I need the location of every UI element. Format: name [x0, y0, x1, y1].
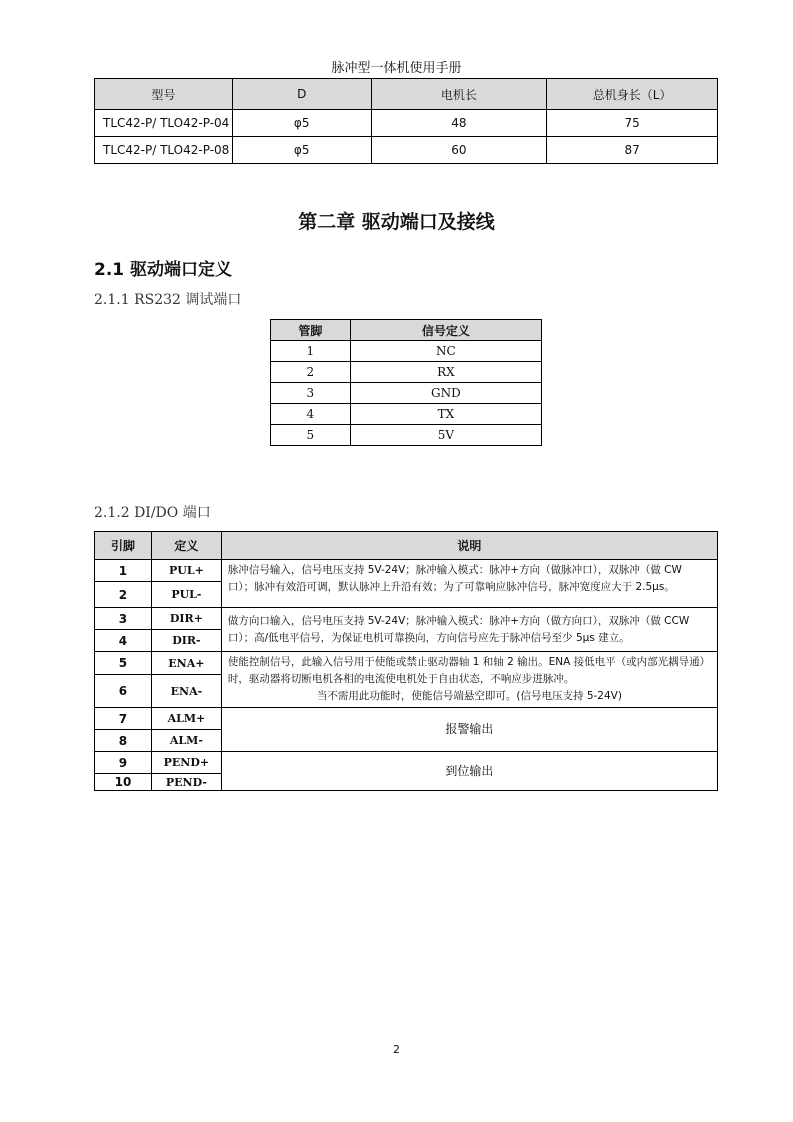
signal-cell: GND [350, 383, 541, 404]
pin-definition-cell: DIR- [151, 630, 221, 652]
motor-length-cell: 48 [371, 110, 547, 137]
column-header: 信号定义 [350, 320, 541, 341]
pin-number-cell: 4 [95, 630, 152, 652]
dir-description-cell: 做方向口输入，信号电压支持 5V-24V；脉冲输入模式：脉冲+方向（做方向口），双脉冲（做 CCW 口）；高/低电平信号，为保证电机可靠换向，方向信号应先于脉冲信号至少 5μs 建立。 [221, 608, 717, 652]
table-row [95, 560, 718, 582]
pin-definition-cell: PEND+ [151, 752, 221, 774]
column-header: 定义 [151, 532, 221, 560]
table-row [271, 341, 542, 362]
pin-cell: 1 [271, 341, 351, 362]
model-cell: TLC42-P/ TLO42-P-04 [95, 110, 233, 137]
chapter-title: 第二章 驱动端口及接线 [298, 211, 495, 233]
table-row [95, 608, 718, 630]
pin-number-cell: 9 [95, 752, 152, 774]
pin-definition-cell: ALM+ [151, 708, 221, 730]
column-header: 电机长 [371, 79, 547, 110]
table-row [271, 404, 542, 425]
page-number: 2 [393, 1043, 400, 1056]
pin-definition-cell: DIR+ [151, 608, 221, 630]
dido-table [94, 531, 718, 791]
pin-cell: 2 [271, 362, 351, 383]
pin-definition-cell: PUL- [151, 582, 221, 608]
pin-number-cell: 2 [95, 582, 152, 608]
section-title: 2.1 驱动端口定义 [94, 260, 233, 280]
pul-description-cell: 脉冲信号输入，信号电压支持 5V-24V；脉冲输入模式：脉冲+方向（做脉冲口），双脉冲（做 CW 口）；脉冲有效沿可调，默认脉冲上升沿有效；为了可靠响应脉冲信号，脉冲宽度应大于 2.5μs。 [221, 560, 717, 608]
signal-cell: TX [350, 404, 541, 425]
signal-cell: RX [350, 362, 541, 383]
motor-length-cell: 60 [371, 137, 547, 164]
column-header: 型号 [95, 79, 233, 110]
table-row [95, 110, 718, 137]
column-header: 管脚 [271, 320, 351, 341]
subsection-title-dido: 2.1.2 DI/DO 端口 [94, 505, 211, 521]
ena-description-text: 使能控制信号，此输入信号用于使能或禁止驱动器轴 1 和轴 2 输出。ENA 接低电平（或内部光耦导通）时，驱动器将切断电机各相的电流使电机处于自由状态，不响应步进脉冲。 [227, 656, 711, 685]
model-cell: TLC42-P/ TLO42-P-08 [95, 137, 233, 164]
dimension-table [94, 78, 718, 164]
ena-description-note: 当不需用此功能时，使能信号端悬空即可。(信号电压支持 5-24V) [316, 690, 622, 702]
table-row [95, 137, 718, 164]
table-header-row [95, 79, 718, 110]
table-row [95, 652, 718, 675]
subsection-title-rs232: 2.1.1 RS232 调试端口 [94, 292, 242, 308]
pin-cell: 5 [271, 425, 351, 446]
total-length-cell: 87 [547, 137, 718, 164]
diameter-cell: φ5 [232, 137, 371, 164]
in-position-description-cell: 到位输出 [221, 752, 717, 791]
column-header: D [232, 79, 371, 110]
column-header: 引脚 [95, 532, 152, 560]
diameter-cell: φ5 [232, 110, 371, 137]
page-header-title: 脉冲型一体机使用手册 [331, 61, 462, 76]
table-row [95, 752, 718, 774]
table-header-row [95, 532, 718, 560]
signal-cell: 5V [350, 425, 541, 446]
table-row [271, 362, 542, 383]
pin-definition-cell: ENA+ [151, 652, 221, 675]
alarm-description-cell: 报警输出 [221, 708, 717, 752]
pin-number-cell: 7 [95, 708, 152, 730]
pin-number-cell: 5 [95, 652, 152, 675]
total-length-cell: 75 [547, 110, 718, 137]
pin-number-cell: 1 [95, 560, 152, 582]
table-row [271, 383, 542, 404]
pin-definition-cell: ALM- [151, 730, 221, 752]
signal-cell: NC [350, 341, 541, 362]
rs232-table [270, 319, 542, 446]
pin-definition-cell: PEND- [151, 774, 221, 791]
pin-number-cell: 3 [95, 608, 152, 630]
pin-definition-cell: PUL+ [151, 560, 221, 582]
table-header-row [271, 320, 542, 341]
table-row [271, 425, 542, 446]
column-header: 说明 [221, 532, 717, 560]
pin-cell: 3 [271, 383, 351, 404]
pin-cell: 4 [271, 404, 351, 425]
ena-description-cell [221, 652, 717, 708]
pin-number-cell: 8 [95, 730, 152, 752]
pin-number-cell: 6 [95, 675, 152, 708]
table-row [95, 708, 718, 730]
pin-number-cell: 10 [95, 774, 152, 791]
column-header: 总机身长（L） [547, 79, 718, 110]
pin-definition-cell: ENA- [151, 675, 221, 708]
